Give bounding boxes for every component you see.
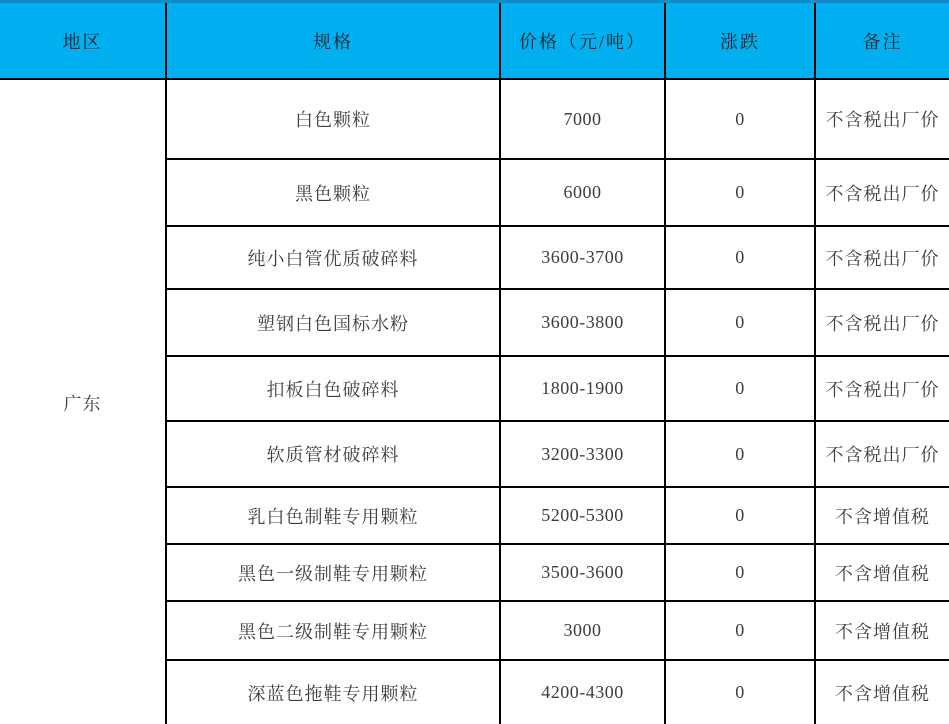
column-header-region: 地区 <box>0 2 166 80</box>
note-cell: 不含税出厂价 <box>815 159 949 226</box>
spec-cell: 黑色一级制鞋专用颗粒 <box>166 544 500 601</box>
note-cell: 不含税出厂价 <box>815 289 949 356</box>
note-cell: 不含增值税 <box>815 544 949 601</box>
change-cell: 0 <box>665 487 815 544</box>
change-cell: 0 <box>665 226 815 289</box>
change-cell: 0 <box>665 79 815 159</box>
note-cell: 不含增值税 <box>815 660 949 724</box>
spec-cell: 塑钢白色国标水粉 <box>166 289 500 356</box>
price-cell: 3200-3300 <box>500 421 665 487</box>
spec-cell: 黑色颗粒 <box>166 159 500 226</box>
note-cell: 不含税出厂价 <box>815 79 949 159</box>
price-cell: 3600-3700 <box>500 226 665 289</box>
change-cell: 0 <box>665 421 815 487</box>
note-cell: 不含增值税 <box>815 601 949 660</box>
price-cell: 3500-3600 <box>500 544 665 601</box>
spec-cell: 深蓝色拖鞋专用颗粒 <box>166 660 500 724</box>
change-cell: 0 <box>665 544 815 601</box>
column-header-change: 涨跌 <box>665 2 815 80</box>
note-cell: 不含税出厂价 <box>815 226 949 289</box>
column-header-spec: 规格 <box>166 2 500 80</box>
spec-cell: 乳白色制鞋专用颗粒 <box>166 487 500 544</box>
spec-cell: 扣板白色破碎料 <box>166 356 500 421</box>
price-cell: 1800-1900 <box>500 356 665 421</box>
price-cell: 6000 <box>500 159 665 226</box>
change-cell: 0 <box>665 356 815 421</box>
region-cell: 广东 <box>0 79 166 724</box>
change-cell: 0 <box>665 660 815 724</box>
table-header <box>0 2 949 80</box>
spec-cell: 纯小白管优质破碎料 <box>166 226 500 289</box>
note-cell: 不含增值税 <box>815 487 949 544</box>
price-cell: 3600-3800 <box>500 289 665 356</box>
price-cell: 3000 <box>500 601 665 660</box>
price-cell: 4200-4300 <box>500 660 665 724</box>
column-header-price: 价格（元/吨） <box>500 2 665 80</box>
change-cell: 0 <box>665 159 815 226</box>
spec-cell: 软质管材破碎料 <box>166 421 500 487</box>
price-cell: 7000 <box>500 79 665 159</box>
price-cell: 5200-5300 <box>500 487 665 544</box>
note-cell: 不含税出厂价 <box>815 356 949 421</box>
table-body <box>0 79 949 724</box>
spec-cell: 黑色二级制鞋专用颗粒 <box>166 601 500 660</box>
table-row <box>0 79 949 159</box>
spec-cell: 白色颗粒 <box>166 79 500 159</box>
change-cell: 0 <box>665 289 815 356</box>
change-cell: 0 <box>665 601 815 660</box>
header-row <box>0 2 949 80</box>
column-header-note: 备注 <box>815 2 949 80</box>
note-cell: 不含税出厂价 <box>815 421 949 487</box>
